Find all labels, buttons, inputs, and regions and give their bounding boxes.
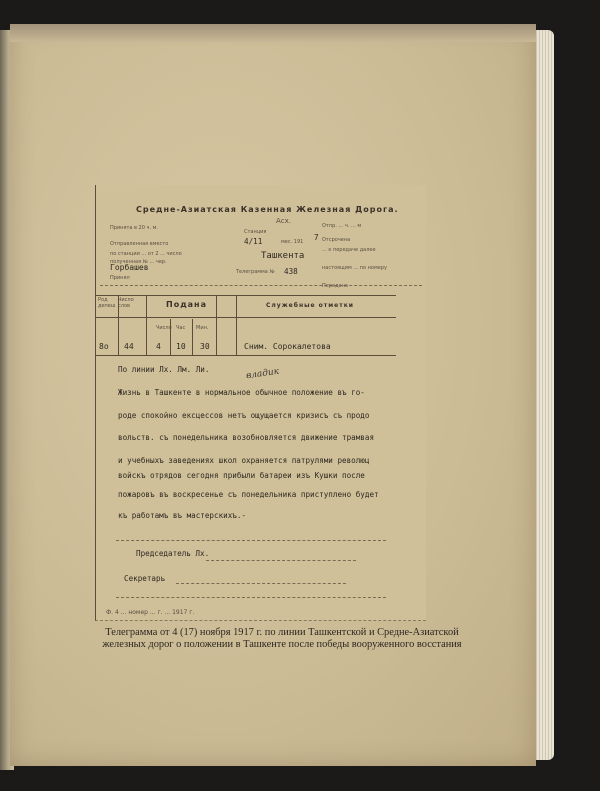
service-label: Служебные отметки xyxy=(266,302,354,309)
station-date: 4/11 xyxy=(244,237,263,246)
col-label-4: Мин. xyxy=(196,325,209,331)
right-label-4: Передана xyxy=(322,283,348,289)
form-divider xyxy=(100,285,422,286)
left-label-1: по станции ... от 2 ... число xyxy=(110,251,182,257)
body-line-4: войскъ отрядов сегодня прибыли батареи изъ Кушки после xyxy=(118,471,365,480)
submitted-label: Подана xyxy=(166,300,207,309)
form-header: Средне-Азиатская Казенная Железная Дорога. xyxy=(136,205,399,214)
received-label: Принята в 20 ч. м. xyxy=(110,225,159,231)
station-num: 7 xyxy=(314,233,319,242)
col-label-3: Час xyxy=(176,325,186,331)
left-label-0: Отправленная вместо xyxy=(110,241,169,247)
station-label: Станция xyxy=(244,229,267,235)
sender-name: Горбашев xyxy=(110,263,149,272)
body-line-3: и учебныхъ заведениях школ охраняется патрулями революц xyxy=(118,456,370,465)
body-line-1: роде спокойно ексцессов нетъ ощущается кризисъ съ продо xyxy=(118,411,370,420)
page-top-tear xyxy=(10,24,536,42)
form-footer: Ф. 4 ... номер ... г. ... 1917 г. xyxy=(106,609,195,616)
right-label-0: Отпр. ... ч. ... м xyxy=(322,223,362,229)
left-label-2: полученная № ... чер. xyxy=(110,259,167,265)
col-label-0: Род депеш xyxy=(98,297,116,309)
body-line-6: къ работамъ въ мастерскихъ.- xyxy=(118,511,247,520)
col-label-2: Число xyxy=(156,325,172,331)
handwritten-note: владик xyxy=(245,366,280,382)
addressee: Сним. Сорокалетова xyxy=(244,342,331,351)
right-label-2: ... к передаче далее xyxy=(322,247,376,253)
body-line-2: вольств. съ понедельника возобновляется движение трамвая xyxy=(118,433,375,442)
right-label-1: Отсрочена xyxy=(322,237,351,243)
col-label-1: Число слов xyxy=(118,297,134,309)
asx-label: Асх. xyxy=(276,217,292,225)
telegram-number: 438 xyxy=(284,267,298,276)
left-label-3: Принял xyxy=(110,275,130,281)
chairman-label: Председатель Лх. xyxy=(136,549,210,558)
row-value-3: 10 xyxy=(176,342,186,351)
row-value-0: 8о xyxy=(99,342,109,351)
city: Ташкента xyxy=(261,251,305,261)
route-line: По линии Лх. Лм. Ли. xyxy=(118,365,210,374)
row-value-4: 30 xyxy=(200,342,210,351)
telegram-label: Телеграмма № xyxy=(236,269,275,275)
station-year-prefix: мес. 191 xyxy=(281,239,304,245)
body-line-0: Жизнь в Ташкенте в нормальное обычное положение въ го- xyxy=(118,388,365,397)
secretary-label: Секретарь xyxy=(124,574,166,583)
body-line-5: пожаровъ въ воскресенье съ понедельника приступлено будет xyxy=(118,490,379,499)
right-label-3: настоящим ... по номеру xyxy=(322,265,387,271)
document-caption: Телеграмма от 4 (17) ноября 1917 г. по линии Ташкентской и Средне-Азиатской железных дорог о положении в Ташкенте после победы вооруженного восстания xyxy=(102,627,462,650)
row-value-1: 44 xyxy=(124,342,134,351)
telegram-form xyxy=(95,185,426,621)
row-value-2: 4 xyxy=(156,342,161,351)
